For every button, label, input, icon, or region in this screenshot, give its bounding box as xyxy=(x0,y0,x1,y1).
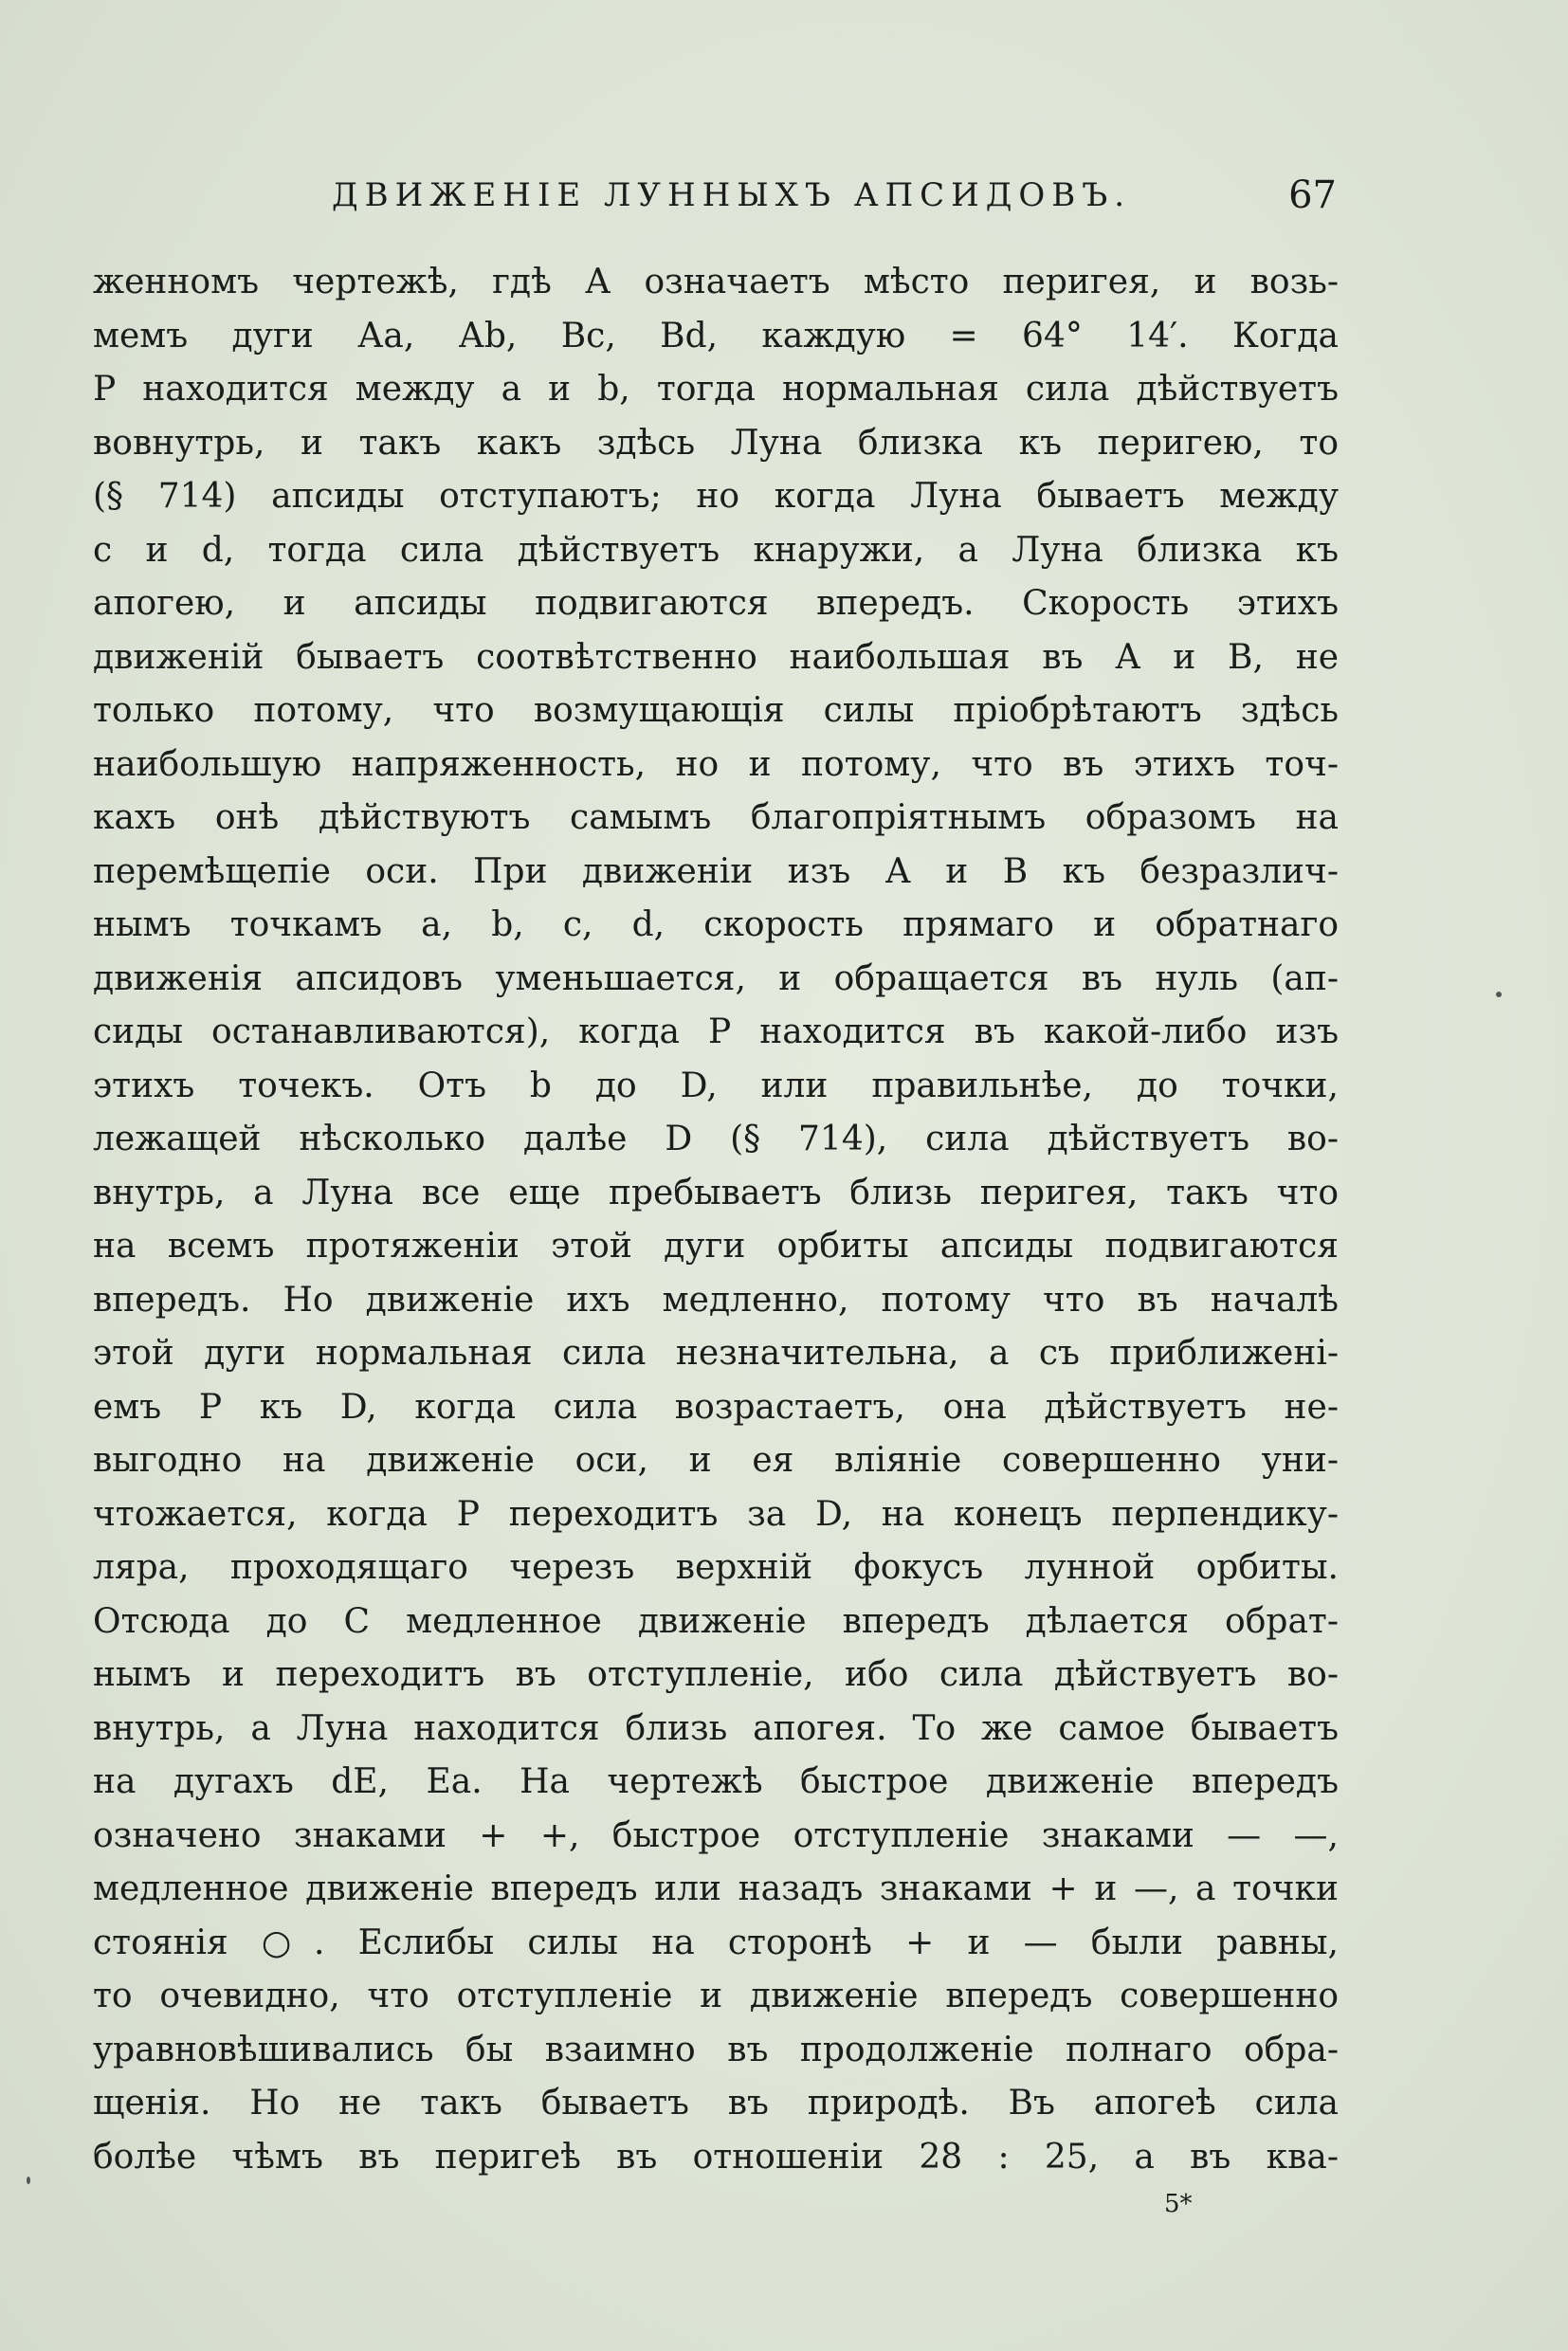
text-line: Р находится между a и b, тогда нормальная сила дѣйствуетъ xyxy=(93,370,1339,409)
paper-speck xyxy=(27,2177,30,2184)
running-title: ДВИЖЕНІЕ ЛУННЫХЪ АПСИДОВЪ. xyxy=(332,176,1132,214)
text-line: щенія. Но не такъ бываетъ въ природѣ. Въ апогеѣ сила xyxy=(93,2084,1339,2123)
text-line: мемъ дуги Аa, Аb, Вc, Вd, каждую = 64° 14′. Когда xyxy=(93,316,1339,355)
text-line: уравновѣшивались бы взаимно въ продолженіе полнаго обра- xyxy=(93,2030,1339,2069)
text-line: Отсюда до С медленное движеніе впередъ дѣлается обрат- xyxy=(93,1601,1339,1641)
text-line: ляра, проходящаго черезъ верхній фокусъ лунной орбиты. xyxy=(93,1548,1339,1587)
text-line: (§ 714) апсиды отступаютъ; но когда Луна бываетъ между xyxy=(93,477,1339,516)
paper-speck xyxy=(1496,992,1502,997)
text-line: движенія апсидовъ уменьшается, и обращается въ нуль (ап- xyxy=(93,958,1339,998)
text-line: то очевидно, что отступленіе и движеніе впередъ совершенно xyxy=(93,1977,1339,2015)
text-line: кахъ онѣ дѣйствуютъ самымъ благопріятнымъ образомъ на xyxy=(93,798,1339,837)
page-number: 67 xyxy=(1288,173,1337,217)
text-line: внутрь, а Луна находится близь апогея. То же самое бываетъ xyxy=(93,1708,1339,1748)
text-line: на всемъ протяженіи этой дуги орбиты апсиды подвигаются xyxy=(93,1227,1339,1266)
text-line: вовнутрь, и такъ какъ здѣсь Луна близка къ перигею, то xyxy=(93,423,1339,463)
text-line: перемѣщепіе оси. При движеніи изъ А и В къ безразлич- xyxy=(93,851,1339,891)
text-line: нымъ и переходитъ въ отступленіе, ибо сила дѣйствуетъ во- xyxy=(93,1655,1339,1694)
text-line: наибольшую напряженность, но и потому, что въ этихъ точ- xyxy=(93,744,1339,784)
text-line: сиды останавливаются), когда Р находится въ какой-либо изъ xyxy=(93,1012,1339,1051)
text-line: емъ Р къ D, когда сила возрастаетъ, она дѣйствуетъ не- xyxy=(93,1387,1339,1427)
text-line: женномъ чертежѣ, гдѣ А означаетъ мѣсто перигея, и возь- xyxy=(93,263,1339,301)
text-line: нымъ точкамъ a, b, c, d, скорость прямаго и обратнаго xyxy=(93,905,1339,944)
text-line: только потому, что возмущающія силы пріобрѣтаютъ здѣсь xyxy=(93,691,1339,730)
text-line: на дугахъ dЕ, Еa. На чертежѣ быстрое движеніе впередъ xyxy=(93,1762,1339,1801)
text-line: этихъ точекъ. Отъ b до D, или правильнѣе, до точки, xyxy=(93,1066,1339,1105)
text-line: лежащей нѣсколько далѣе D (§ 714), сила дѣйствуетъ во- xyxy=(93,1120,1339,1158)
text-line: болѣе чѣмъ въ перигеѣ въ отношеніи 28 : 25, а въ ква- xyxy=(93,2137,1339,2177)
text-line: выгодно на движеніе оси, и ея вліяніе совершенно уни- xyxy=(93,1441,1339,1480)
text-line: впередъ. Но движеніе ихъ медленно, потому что въ началѣ xyxy=(93,1280,1339,1320)
text-line: c и d, тогда сила дѣйствуетъ кнаружи, а Луна близка къ xyxy=(93,530,1339,570)
text-line: этой дуги нормальная сила незначительна, а съ приближені- xyxy=(93,1334,1339,1373)
text-line: медленное движеніе впередъ или назадъ знаками + и —, а точки xyxy=(93,1869,1339,1908)
signature-mark: 5* xyxy=(1164,2190,1193,2218)
page-header xyxy=(95,169,1337,222)
text-line: апогею, и апсиды подвигаются впередъ. Скорость этихъ xyxy=(93,584,1339,623)
text-line: стоянія ○. Еслибы силы на сторонѣ + и — были равны, xyxy=(93,1923,1339,1962)
text-line: означено знаками + +, быстрое отступленіе знаками — —, xyxy=(93,1815,1339,1855)
text-line: чтожается, когда Р переходитъ за D, на конецъ перпендику- xyxy=(93,1494,1339,1534)
text-line: движеній бываетъ соотвѣтственно наибольшая въ А и В, не xyxy=(93,637,1339,677)
body-text xyxy=(93,256,1339,2184)
text-line: внутрь, а Луна все еще пребываетъ близь перигея, такъ что xyxy=(93,1173,1339,1212)
